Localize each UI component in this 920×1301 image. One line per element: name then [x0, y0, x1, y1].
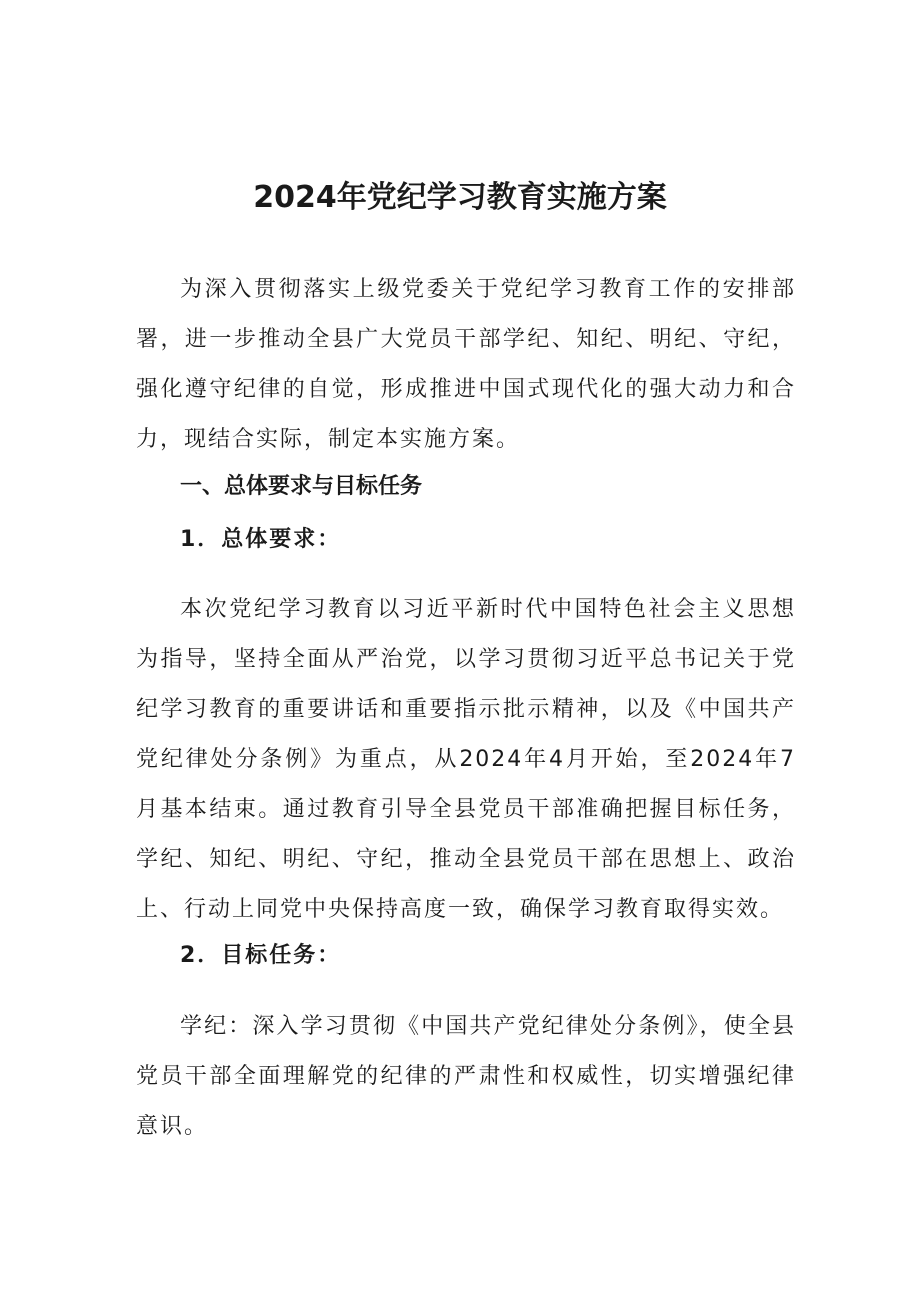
section-heading-1: 一、总体要求与目标任务	[180, 474, 423, 499]
subsection-heading-2: 2．目标任务：	[180, 943, 342, 968]
subsection-body-1: 本次党纪学习教育以习近平新时代中国特色社会主义思想为指导，坚持全面从严治党，以学习贯彻习近平总书记关于党纪学习教育的重要讲话和重要指示批示精神，以及《中国共产党纪律处分条例》为重点，从2024年4月开始，至2024年7月基本结束。通过教育引导全县党员干部准确把握目标任务，学纪、知纪、明纪、守纪，推动全县党员干部在思想上、政治上、行动上同党中央保持高度一致，确保学习教育取得实效。	[136, 597, 796, 922]
page-title: 2024年党纪学习教育实施方案	[253, 180, 667, 215]
intro-paragraph: 为深入贯彻落实上级党委关于党纪学习教育工作的安排部署，进一步推动全县广大党员干部学纪、知纪、明纪、守纪，强化遵守纪律的自觉，形成推进中国式现代化的强大动力和合力，现结合实际，制定本实施方案。	[136, 277, 796, 452]
subsection-heading-1: 1．总体要求：	[180, 527, 342, 552]
subsection-body-2: 学纪：深入学习贯彻《中国共产党纪律处分条例》，使全县党员干部全面理解党的纪律的严肃性和权威性，切实增强纪律意识。	[136, 1014, 796, 1139]
